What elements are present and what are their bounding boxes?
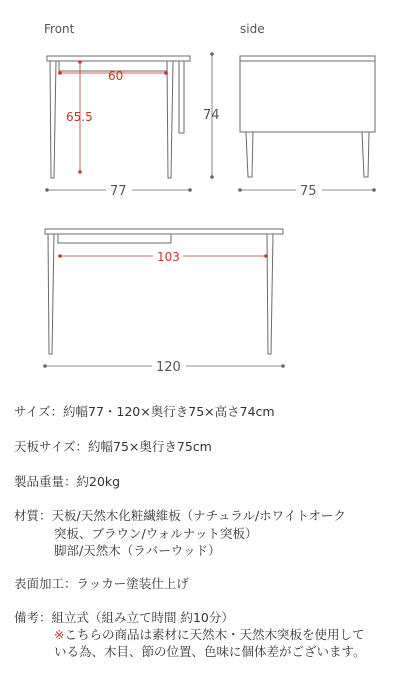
front-tabletop (47, 56, 190, 61)
spec-finish: 表面加工：ラッカー塗装仕上げ (14, 576, 189, 591)
dim-total-height-label: 74 (203, 108, 220, 123)
dim-extended-width-label: 120 (156, 360, 181, 375)
side-leg-right (362, 132, 369, 177)
dim-extended-inner-label: 103 (157, 250, 180, 264)
side-label: side (240, 22, 265, 36)
extended-leg-left (48, 234, 54, 354)
spec-weight: 製品重量：約20kg (14, 474, 121, 489)
spec-notes-cont: いる為、木目、節の位置、色味に個体差がございます。 (54, 644, 366, 659)
spec-notes: 備考：組立式（組み立て時間 約10分） (14, 610, 234, 625)
extended-tabletop (45, 229, 283, 234)
side-leg-left (246, 132, 253, 177)
front-leg-right (167, 61, 173, 178)
dim-inner-width-label: 60 (108, 69, 124, 83)
dim-leg-height (66, 60, 93, 174)
spec-material-cont: 突板、ブラウン/ウォルナット突板） (54, 526, 258, 541)
side-body (240, 61, 375, 132)
dim-front-width (45, 180, 192, 199)
spec-material: 材質：天板/天然木化粧繊維板（ナチュラル/ホワイトオーク (14, 508, 346, 523)
spec-material-legs: 脚部/天然木（ラバーウッド） (54, 543, 221, 558)
front-label: Front (44, 22, 75, 36)
dim-side-depth (238, 180, 376, 199)
dim-side-depth-label: 75 (300, 184, 317, 199)
note-mark: ※ (54, 627, 65, 642)
dim-extended-width (43, 356, 285, 375)
side-view (240, 56, 375, 177)
spec-notes-warning (54, 626, 365, 644)
front-leg-left (50, 61, 56, 178)
extended-leg-right (267, 234, 273, 354)
dim-extended-inner (58, 247, 268, 264)
dim-leg-height-label: 65.5 (66, 110, 93, 124)
spec-size: サイズ：約幅77・120×奥行き75×高さ74cm (14, 404, 275, 419)
side-tabletop (240, 56, 375, 61)
dim-total-height (203, 52, 220, 179)
front-flap (179, 61, 184, 133)
extended-apron (58, 234, 171, 243)
spec-top-size: 天板サイズ：約幅75×奥行き75cm (14, 439, 212, 454)
dim-front-width-label: 77 (110, 184, 127, 199)
spec-notes-warning-text: こちらの商品は素材に天然木・天然木突板を使用して (64, 627, 365, 642)
